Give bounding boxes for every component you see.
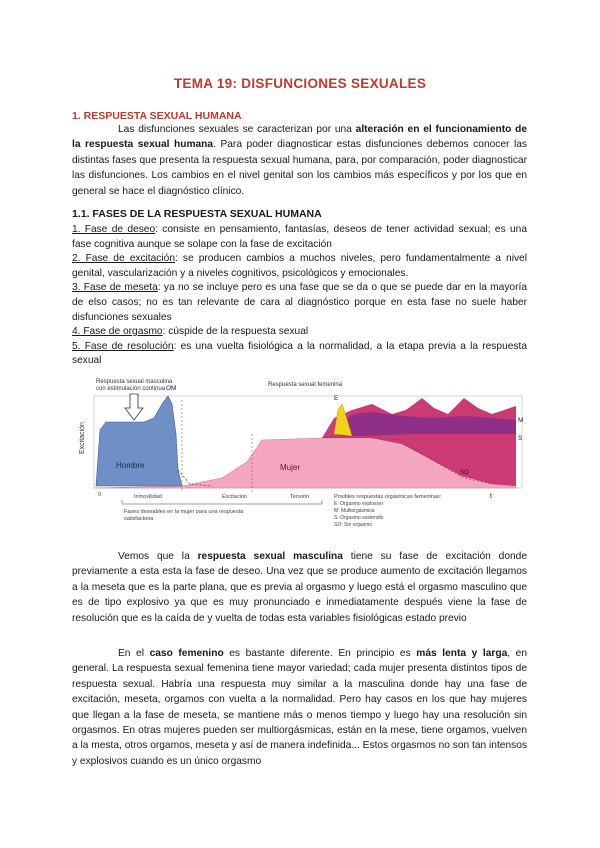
phases-list <box>72 223 527 369</box>
phase-label-inmovilidad: Inmovilidad <box>134 494 162 500</box>
female-text-bold-1: caso femenino <box>149 648 224 659</box>
intro-text-bold: alteración en el funcionamiento de la respuesta sexual humana <box>72 124 527 151</box>
male-text-bold: respuesta sexual masculina <box>197 551 343 562</box>
hombre-label: Hombre <box>116 461 145 470</box>
phase-text: : consiste en pensamiento, fantasías, deseos de tener actividad sexual; es una fase cognitiva aunque se solape con la fase de excitación <box>72 224 527 250</box>
section-heading-1: 1. RESPUESTA SEXUAL HUMANA <box>72 110 242 122</box>
phase-item <box>72 325 527 340</box>
section-heading-1-1: 1.1. FASES DE LA RESPUESTA SEXUAL HUMANA <box>72 208 322 220</box>
note-line-1: Fases deseables en la mujer para una respuesta <box>124 509 244 515</box>
intro-paragraph <box>72 122 527 199</box>
legend-item-so: SO: Sin orgasmo <box>334 522 373 528</box>
y-axis-label: Excitación <box>79 422 86 454</box>
legend-item-e: E: Orgasmo explosivo <box>334 501 383 507</box>
phase-text: : se producen cambios a muchos niveles, pero fundamentalmente a nivel genital, vascularización y a niveles cognitivos, psicológicos y emocionales. <box>72 253 527 279</box>
phase-name: 5. Fase de resolución <box>72 340 174 352</box>
phase-item <box>72 223 527 252</box>
female-text-c: , en general. La respuesta sexual femenina tiene mayor variedad; cada mujer presenta distintos tipos de respuesta sexual. Habría una respuesta muy similar a la masculina donde hay una fase de excitación, meseta, orgamos con vuelta a la normalidad. Pero hay casos en los que hay mujeres que llegan a la fase de meseta, se mantiene más o menos tiempo y luego hay una resolución sin orgasmos. En otras mujeres pueden ser multiorgásmicas, están en la mese, tiene orgamos, vuelven a la mesta, otros orgamos, meseta y así de manera indefinida... Estos orgasmos no son tan intensos y explosivos cuando es un único orgasmo <box>72 648 527 767</box>
note-line-2: satisfactoria <box>124 516 154 522</box>
phase-text: : cúspide de la respuesta sexual <box>162 326 309 338</box>
s-label: S <box>518 435 523 442</box>
phase-item <box>72 252 527 281</box>
e-label: E <box>334 395 339 402</box>
phase-bracket <box>122 500 322 504</box>
male-text-a: Vemos que la <box>118 551 198 562</box>
phase-item <box>72 281 527 325</box>
phase-name: 2. Fase de excitación <box>72 253 175 265</box>
male-text-b: tiene su fase de excitación donde previamente a esta esta la fase de deseo. Una vez que se produce aumento de excitación llegamos a la meseta que es la parte plana, que es previa al orgasmo y luego está el orgasmo masculino que es de tipo explosivo ya que es muy pronunciado e inmediatamente después viene la fase de resolución que es la caída de y vuelta de todas esta variables fisiológicas estado previo <box>72 551 527 624</box>
female-text-a: En el <box>118 648 150 659</box>
phase-name: 3. Fase de meseta <box>72 282 158 294</box>
document-title: TEMA 19: DISFUNCIONES SEXUALES <box>173 76 427 91</box>
axis-origin-label: 0 <box>98 492 102 498</box>
legend-item-m: M: Multiorgásmica <box>334 508 375 514</box>
phase-label-excitacion: Excitación <box>222 494 248 500</box>
female-text-bold-2: más lenta y larga <box>416 648 508 659</box>
phase-name: 1. Fase de deseo <box>72 224 156 235</box>
legend-title: Posibles respuestas orgásmicas femeninas: <box>334 494 442 500</box>
phase-text: : ya no se incluye pero es una fase que se da o que se puede dar en la mayoría de elso casos; no es tan relevante de cara al diagnóstico porque en esta fase no suele haber disfunciones sexuales <box>72 282 527 323</box>
phase-name: 4. Fase de orgasmo <box>72 326 163 338</box>
female-title: Respuesta sexual femenina <box>268 382 343 388</box>
male-title-1: Respuesta sexual masculina <box>96 379 173 385</box>
intro-text-a: Las disfunciones sexuales se caracterizan por una <box>118 124 356 135</box>
phase-item <box>72 340 527 369</box>
male-title-2: con estimulación continua <box>96 386 166 392</box>
t-axis-label: t <box>490 493 492 500</box>
phase-label-tension: Tensión <box>290 494 309 500</box>
male-response-paragraph <box>72 549 527 626</box>
so-label: SO <box>460 470 469 476</box>
female-response-paragraph <box>72 646 527 769</box>
intro-text-b: . Para poder diagnosticar estas disfunciones debemos conocer las distintas fases que presenta la respuesta sexual humana, para, por comparación, poder diagnosticar las disfunciones. Los cambios en el nivel genital son los cambios más específicos y por los que en general se hace el diagnóstico clínico. <box>72 139 528 197</box>
m-label: M <box>518 417 524 424</box>
phase-text: : es una vuelta fisiológica a la normalidad, a la etapa previa a la respuesta sexual <box>72 340 527 367</box>
sexual-response-figure <box>72 374 528 544</box>
female-text-b: es bastante diferente. En principio es <box>223 648 417 659</box>
legend-item-s: S: Orgasmo sostenido <box>334 515 384 521</box>
om-label: OM <box>166 385 177 392</box>
mujer-label: Mujer <box>280 463 301 472</box>
